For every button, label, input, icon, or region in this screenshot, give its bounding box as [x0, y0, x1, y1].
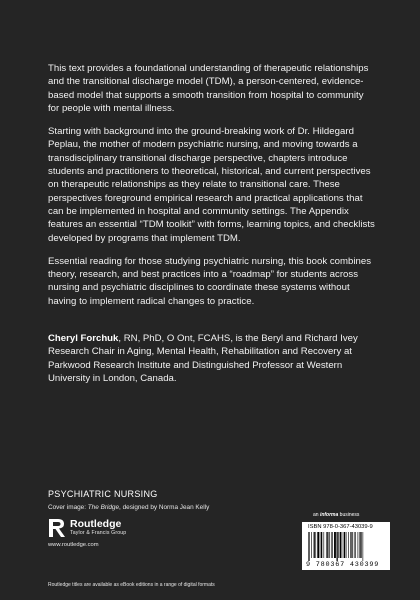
publisher-logo	[48, 518, 178, 540]
barcode-bar	[350, 532, 351, 558]
barcode-bar	[315, 532, 316, 558]
publisher-url: www.routledge.com	[48, 542, 99, 548]
informa-brand: informa	[319, 512, 339, 518]
barcode-bar	[314, 532, 315, 558]
publisher-name: Routledge	[70, 518, 122, 530]
barcode-bar	[329, 532, 330, 558]
publisher-group: Taylor & Francis Group	[70, 530, 127, 536]
barcode-bar	[359, 532, 360, 558]
informa-prefix: an	[313, 512, 320, 518]
barcode-bar	[317, 532, 319, 558]
blurb-paragraph-1: This text provides a foundational understanding of therapeutic relationships and the transitional discharge model (TDM), a person-centered, evidence-based model that supports a smooth transition from hospital to community for people with mental illness.	[48, 63, 369, 114]
barcode-bar	[348, 532, 349, 558]
barcode-bar	[351, 532, 352, 558]
barcode-bar	[363, 532, 364, 561]
isbn-label: ISBN 978-0-367-43039-9	[308, 524, 373, 530]
barcode-bar	[320, 532, 321, 558]
barcode-bar	[343, 532, 344, 558]
barcode-bar	[354, 532, 355, 558]
subject-category: PSYCHIATRIC NURSING	[48, 489, 158, 499]
barcode-bar	[324, 532, 325, 558]
barcode-bar	[327, 532, 328, 558]
barcode-bar	[308, 532, 309, 561]
cover-credit-title: The Bridge	[87, 504, 120, 511]
barcode-number: 9 780367 430399	[306, 561, 380, 569]
cover-image-credit	[48, 504, 209, 511]
barcode-bar	[321, 532, 322, 558]
barcode-bar	[338, 532, 339, 558]
barcode-bar	[340, 532, 342, 558]
blurb	[48, 62, 376, 318]
author-bio	[48, 332, 378, 385]
barcode-bar	[337, 532, 338, 561]
routledge-logo-icon	[48, 518, 66, 538]
informa-business	[313, 512, 359, 518]
barcode-bar	[346, 532, 347, 558]
barcode-bar	[326, 532, 327, 558]
author-name: Cheryl Forchuk	[48, 333, 119, 344]
blurb-paragraph-3: Essential reading for those studying psychiatric nursing, this book combines theory, research, and best practices into a “roadmap” for students across nursing and psychiatric disciplines to coordinate these systems without having to implement radical changes to practice.	[48, 255, 372, 307]
cover-credit-prefix: Cover image:	[48, 504, 88, 511]
barcode-bar	[309, 532, 310, 561]
ebook-note: Routledge titles are available as eBook editions in a range of digital formats	[48, 582, 215, 588]
author-bio-text: , RN, PhD, O Ont, FCAHS, is the Beryl and Richard Ivey Research Chair in Aging, Mental Health, Rehabilitation and Recovery at Parkwood Research Institute and Distinguished Professor at Western University in London, Canada.	[48, 333, 358, 384]
barcode-bars	[306, 532, 386, 561]
barcode-bar	[344, 532, 345, 558]
barcode-bar	[355, 532, 356, 558]
blurb-paragraph-2: Starting with background into the ground-breaking work of Dr. Hildegard Peplau, the mother of modern psychiatric nursing, and moving towards a transdisciplinary transitional discharge perspective, chapters introduce students and practitioners to theoretical, historical, and current perspectives on therapeutic relationships as they relate to transitional care. These perspectives foreground empirical research and practical applications that can be implemented in hospital and community settings. The Appendix features an essential “TDM toolkit” with forms, learning topics, and checklists developed by programs that implement TDM.	[48, 126, 375, 244]
cover-credit-suffix: , designed by Norma Jean Kelly	[119, 504, 210, 511]
barcode-bar	[358, 532, 359, 558]
isbn-barcode	[302, 522, 390, 570]
barcode-bar	[311, 532, 312, 558]
barcode-bar	[332, 532, 333, 558]
barcode-bar	[334, 532, 336, 558]
barcode-bar	[331, 532, 332, 558]
barcode-bar	[361, 532, 362, 558]
informa-suffix: business	[338, 512, 360, 518]
